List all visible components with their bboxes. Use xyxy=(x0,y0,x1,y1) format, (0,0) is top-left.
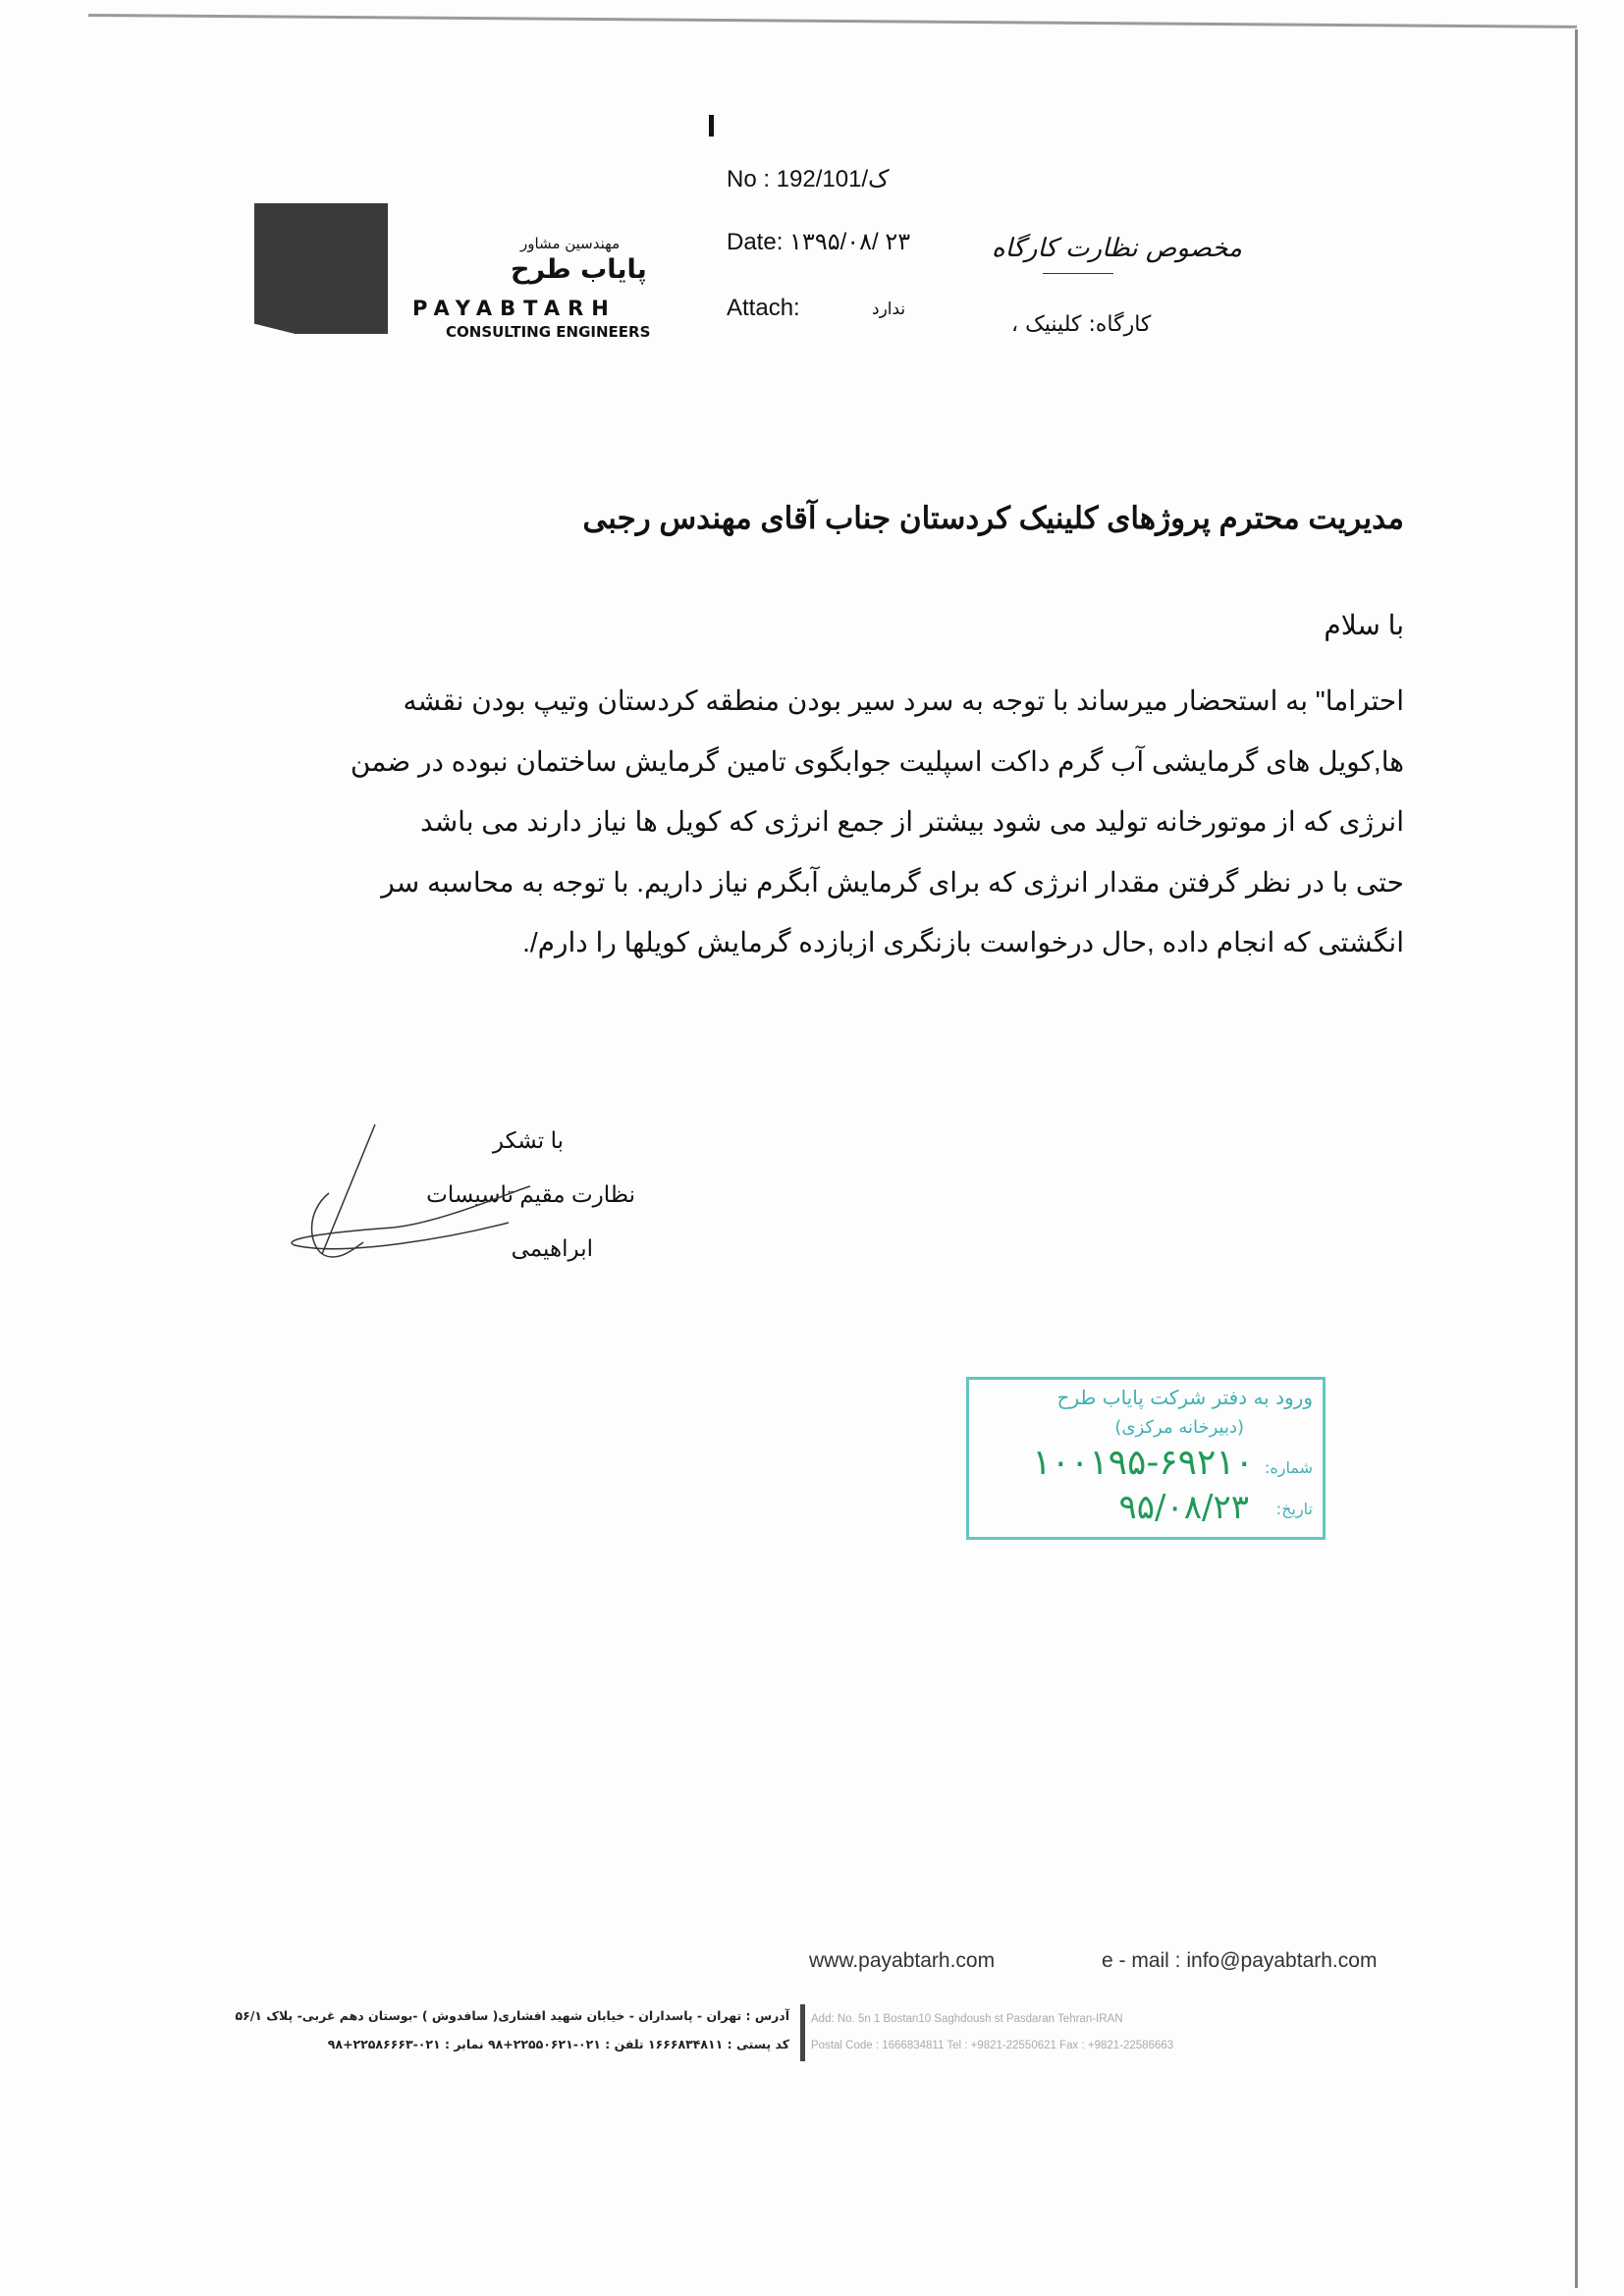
body-line: انگشتی که انجام داده ,حال درخواست بازنگری ازبازده گرمایش کویلها را دارم/. xyxy=(522,927,1404,957)
handwritten-note-line1: مخصوص نظارت کارگاه xyxy=(992,234,1242,263)
body-line: حتی با در نظر گرفتن مقدار انرژی که برای گرمایش آبگرم نیاز داریم. با توجه به محاسبه سر xyxy=(381,866,1404,898)
footer-address-en: Add: No. 5n 1 Bostan10 Saghdoush st Pasdaran Tehran-IRAN xyxy=(811,2013,1123,2025)
signer-title: نظارت مقیم تاسیسات xyxy=(426,1181,635,1207)
handwritten-underline xyxy=(1043,273,1113,274)
attach-label: Attach: xyxy=(727,295,800,321)
scan-edge-top xyxy=(88,14,1577,28)
stamp-number: ۱۰۰۱۹۵-۶۹۲۱۰ xyxy=(1032,1443,1254,1483)
received-stamp xyxy=(966,1377,1326,1540)
company-type-fa: مهندسین مشاور xyxy=(520,235,621,252)
handwritten-note-line2: کارگاه: کلینیک ، xyxy=(1011,312,1152,337)
stamp-date: ۹۵/۰۸/۲۳ xyxy=(1118,1488,1249,1527)
company-name-en: PAYABTARH xyxy=(412,297,617,320)
stamp-date-label: تاریخ: xyxy=(1275,1500,1313,1518)
closing: با تشکر xyxy=(492,1127,564,1153)
body-line: انرژی که از موتورخانه تولید می شود بیشتر از جمع انرژی که کویل ها نیاز دارند می باشد xyxy=(420,806,1404,837)
footer-website: www.payabtarh.com xyxy=(809,1949,996,1972)
body-line: احتراما" به استحضار میرساند با توجه به سرد سیر بودن منطقه کردستان وتیپ بودن نقشه xyxy=(403,685,1404,716)
signer-name: ابراهیمی xyxy=(511,1235,593,1261)
footer-email: e - mail : info@payabtarh.com xyxy=(1102,1949,1378,1972)
letter-number: No : 192/ک/101 xyxy=(727,166,890,192)
attach-value: ندارد xyxy=(872,300,906,319)
logo-stripe xyxy=(254,319,380,334)
recipient-heading: مدیریت محترم پروژهای کلینیک کردستان جناب آقای مهندس رجبی xyxy=(582,501,1404,535)
greeting: با سلام xyxy=(1324,610,1404,640)
company-subtitle: CONSULTING ENGINEERS xyxy=(446,323,651,341)
handwritten-signature xyxy=(285,1120,599,1306)
footer-contact-fa: کد پستی : ۱۶۶۶۸۳۴۸۱۱ تلفن : ۰۲۱-۲۲۵۵۰۶۲۱+۹۸ نمابر : ۰۲۱-۲۲۵۸۶۶۶۳+۹۸ xyxy=(327,2037,789,2051)
company-logo xyxy=(254,203,388,334)
scan-edge-right xyxy=(1575,29,1578,2288)
footer-contact-en: Postal Code : 1666834811 Tel : +9821-22550621 Fax : +9821-22586663 xyxy=(811,2040,1174,2051)
letter-body xyxy=(265,671,1404,973)
footer-address-fa: آدرس : تهران - پاسداران - خیابان شهید افشاری( سافدوش ) -بوستان دهم غربی- پلاک ۵۶/۱ xyxy=(235,2008,789,2023)
footer-divider xyxy=(800,2004,805,2061)
company-name-fa: پایاب طرح xyxy=(511,254,647,285)
letter-date: Date: ۱۳۹۵/۰۸/ ۲۳ xyxy=(727,229,911,255)
page-mark xyxy=(709,115,714,137)
stamp-number-label: شماره: xyxy=(1264,1458,1313,1477)
body-line: ها,کویل های گرمایشی آب گرم داکت اسپلیت جوابگوی تامین گرمایش ساختمان نبوده در ضمن xyxy=(350,745,1404,777)
stamp-title: ورود به دفتر شرکت پایاب طرح xyxy=(1056,1386,1313,1409)
stamp-subtitle: (دبیرخانه مرکزی) xyxy=(1114,1417,1244,1438)
